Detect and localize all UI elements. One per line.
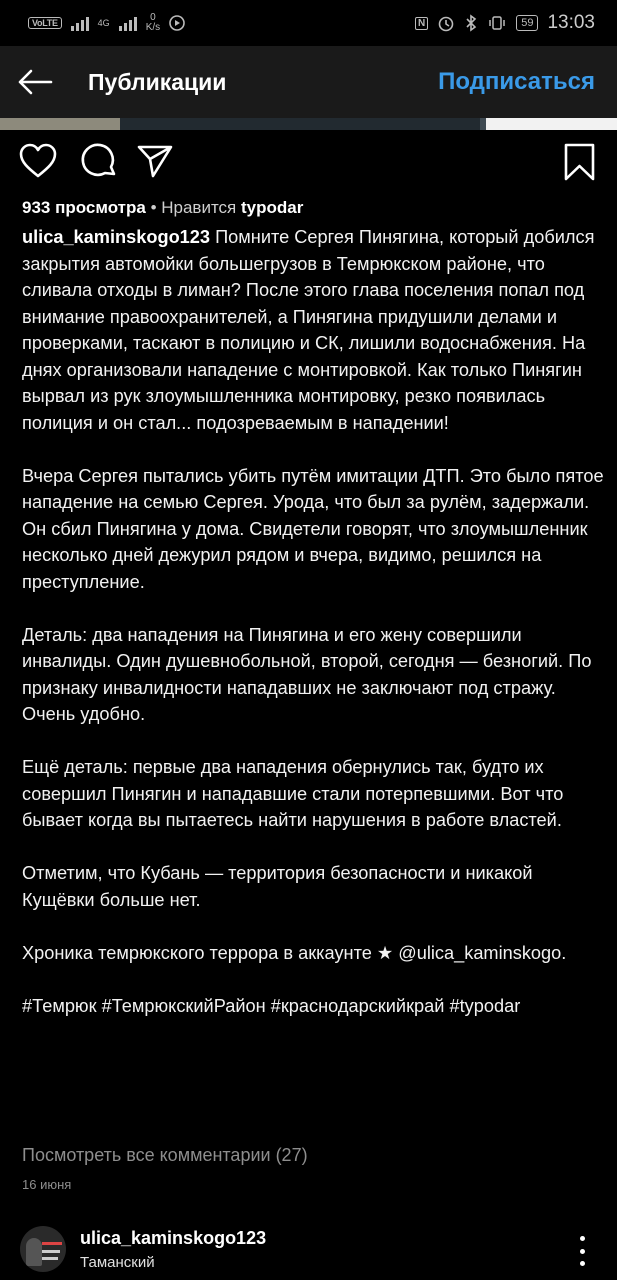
like-button[interactable]	[18, 142, 58, 180]
post-date: 16 июня	[22, 1177, 72, 1192]
post-stats	[22, 198, 303, 218]
share-button[interactable]	[136, 142, 174, 180]
alarm-icon	[437, 14, 455, 32]
avatar[interactable]	[20, 1226, 66, 1272]
post-actions	[0, 140, 617, 188]
next-post-header	[0, 1222, 617, 1280]
subscribe-button[interactable]: Подписаться	[438, 68, 595, 95]
paper-plane-icon	[136, 142, 174, 180]
caption-paragraph-1: Помните Сергея Пинягина, который добился закрытия автомойки большегрузов в Темрюкском районе, что сливала отходы в лиман? После этого глава поселения попал под внимание правоохранителей, а Пинягина придушили делами и проверками, таскают в полицию и СК, лишили водоснабжения. На днях организовали нападение с монтировкой. Как только Пинягин вырвал из рук злоумышленника монтировку, резко появилась полиция и он стал... подозреваемым в нападении!	[22, 227, 595, 433]
network-speed-unit: K/s	[145, 22, 161, 33]
clock: 13:03	[547, 12, 595, 33]
app-header	[0, 46, 617, 118]
sync-icon	[169, 15, 185, 31]
network-type: 4G	[97, 18, 110, 28]
back-button[interactable]	[0, 46, 70, 118]
view-count: 933 просмотра	[22, 198, 146, 217]
bluetooth-icon	[464, 14, 478, 32]
more-options-button[interactable]	[572, 1236, 592, 1266]
arrow-left-icon	[17, 69, 53, 95]
stats-separator: •	[145, 198, 162, 217]
vertical-dots-icon	[580, 1236, 585, 1241]
caption-paragraph-6: Хроника темрюкского террора в аккаунте ★ @ulica_kaminskogo.	[22, 942, 567, 963]
caption-author[interactable]: ulica_kaminskogo123	[22, 227, 211, 247]
caption-paragraph-2: Вчера Сергея пытались убить путём имитации ДТП. Это было пятое нападение на семью Сергея. Урода, что был за рулём, задержали. Он сбил Пинягина у дома. Свидетели говорят, что злоумышленник несколько дней дежурил рядом и вчера, видимо, решился на преступление.	[22, 465, 604, 592]
network-speed	[146, 13, 160, 33]
next-post-username[interactable]: ulica_kaminskogo123	[80, 1228, 267, 1248]
vibrate-icon	[487, 15, 507, 31]
liked-by-user[interactable]: typodar	[241, 198, 304, 217]
page-title: Публикации	[88, 68, 227, 95]
comment-button[interactable]	[80, 142, 118, 180]
post-image[interactable]	[0, 118, 617, 130]
caption-hashtags[interactable]: #Темрюк #ТемрюкскийРайон #краснодарскийкрай #typodar	[22, 995, 521, 1016]
heart-icon	[18, 142, 58, 180]
signal-icon-2	[119, 15, 137, 31]
network-speed-value: 0	[150, 12, 156, 23]
view-all-comments-link[interactable]: Посмотреть все комментарии (27)	[22, 1145, 308, 1165]
caption-paragraph-5: Отметим, что Кубань — территория безопасности и никакой Кущёвки больше нет.	[22, 863, 533, 910]
comment-bubble-icon	[80, 142, 118, 180]
nfc-icon: N	[415, 17, 428, 30]
battery-icon: 59	[516, 15, 538, 31]
next-post-location[interactable]: Таманский	[80, 1254, 155, 1271]
status-bar	[0, 0, 617, 46]
volte-icon: VoLTE	[28, 17, 62, 29]
caption-paragraph-3: Деталь: два нападения на Пинягина и его жену совершили инвалиды. Один душевнобольной, второй, сегодня — безногий. По признаку инвалидности нападавших не заключают под стражу. Очень удобно.	[22, 624, 592, 724]
liked-by-prefix: Нравится	[161, 198, 241, 217]
post-caption	[22, 224, 607, 1019]
caption-paragraph-4: Ещё деталь: первые два нападения обернулись так, будто их совершил Пинягин и нападавшие стали потерпевшими. Вот что бывает когда вы пытаетесь найти нарушения в работе властей.	[22, 757, 564, 830]
bookmark-icon	[562, 142, 598, 182]
signal-icon	[71, 15, 89, 31]
save-button[interactable]	[562, 142, 598, 182]
